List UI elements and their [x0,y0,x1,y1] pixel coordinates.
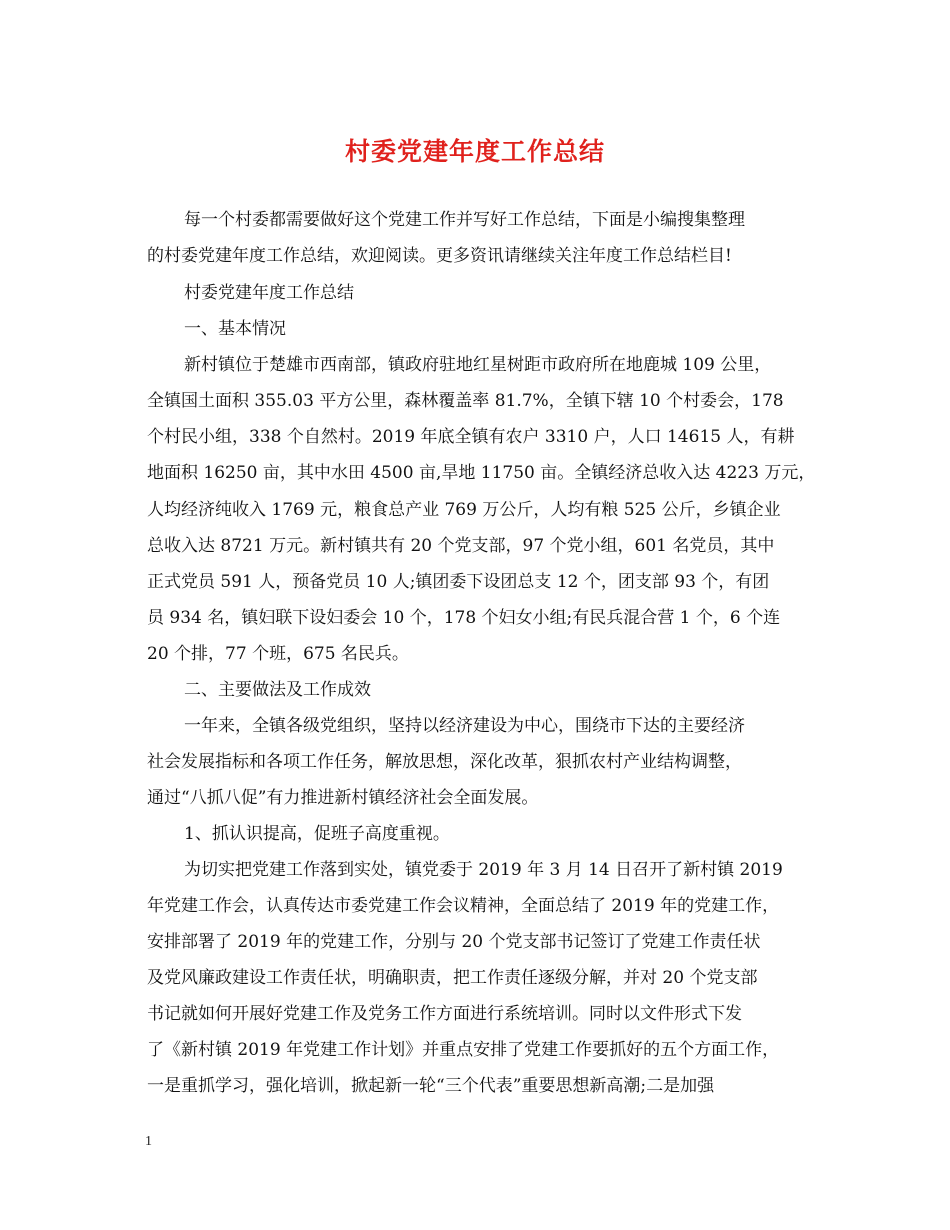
text-line: 安排部署了 2019 年的党建工作，分别与 20 个党支部书记签订了党建工作责任状 [147,932,761,952]
text-line: 每一个村委都需要做好这个党建工作并写好工作总结，下面是小编搜集整理 [184,210,745,230]
text-line: 一年来，全镇各级党组织，坚持以经济建设为中心，围绕市下达的主要经济 [184,716,745,736]
text-line: 社会发展指标和各项工作任务，解放思想，深化改革，狠抓农村产业结构调整， [147,752,742,772]
text-line: 人均经济纯收入 1769 元，粮食总产业 769 万公斤，人均有粮 525 公斤，乡镇企业 [147,500,781,520]
text-line: 的村委党建年度工作总结，欢迎阅读。更多资讯请继续关注年度工作总结栏目! [147,246,732,266]
section-heading: 二、主要做法及工作成效 [184,680,371,700]
text-line: 20 个排，77 个班，675 名民兵。 [147,644,409,664]
text-line: 全镇国土面积 355.03 平方公里，森林覆盖率 81.7%，全镇下辖 10 个村委会，178 [147,391,784,411]
text-line: 为切实把党建工作落到实处，镇党委于 2019 年 3 月 14 日召开了新村镇 2019 [184,860,783,880]
page-number: 1 [145,1134,152,1149]
text-line: 地面积 16250 亩，其中水田 4500 亩,旱地 11750 亩。全镇经济总收入达 4223 万元， [147,463,816,483]
text-line: 个村民小组，338 个自然村。2019 年底全镇有农户 3310 户，人口 14615 人，有耕 [147,427,795,447]
text-line: 正式党员 591 人，预备党员 10 人;镇团委下设团总支 12 个，团支部 93 个，有团 [147,572,770,592]
text-line: 书记就如何开展好党建工作及党务工作方面进行系统培训。同时以文件形式下发 [147,1004,742,1024]
section-heading: 一、基本情况 [184,319,286,339]
section-heading: 村委党建年度工作总结 [184,283,354,303]
text-line: 了《新村镇 2019 年党建工作计划》并重点安排了党建工作要抓好的五个方面工作， [147,1040,780,1060]
text-line: 新村镇位于楚雄市西南部，镇政府驻地红星树距市政府所在地鹿城 109 公里， [184,355,772,375]
text-line: 一是重抓学习，强化培训，掀起新一轮“三个代表”重要思想新高潮;二是加强 [147,1076,715,1096]
section-heading: 1、抓认识提高，促班子高度重视。 [184,824,450,844]
text-line: 及党风廉政建设工作责任状，明确职责，把工作责任逐级分解，并对 20 个党支部 [147,968,758,988]
text-line: 总收入达 8721 万元。新村镇共有 20 个党支部，97 个党小组，601 名党员，其中 [147,536,775,556]
text-line: 员 934 名，镇妇联下设妇委会 10 个，178 个妇女小组;有民兵混合营 1 个，6 个连 [147,608,781,628]
text-line: 年党建工作会，认真传达市委党建工作会议精神，全面总结了 2019 年的党建工作， [147,896,780,916]
document-title: 村委党建年度工作总结 [344,137,605,166]
text-line: 通过“八抓八促”有力推进新村镇经济社会全面发展。 [147,788,539,808]
